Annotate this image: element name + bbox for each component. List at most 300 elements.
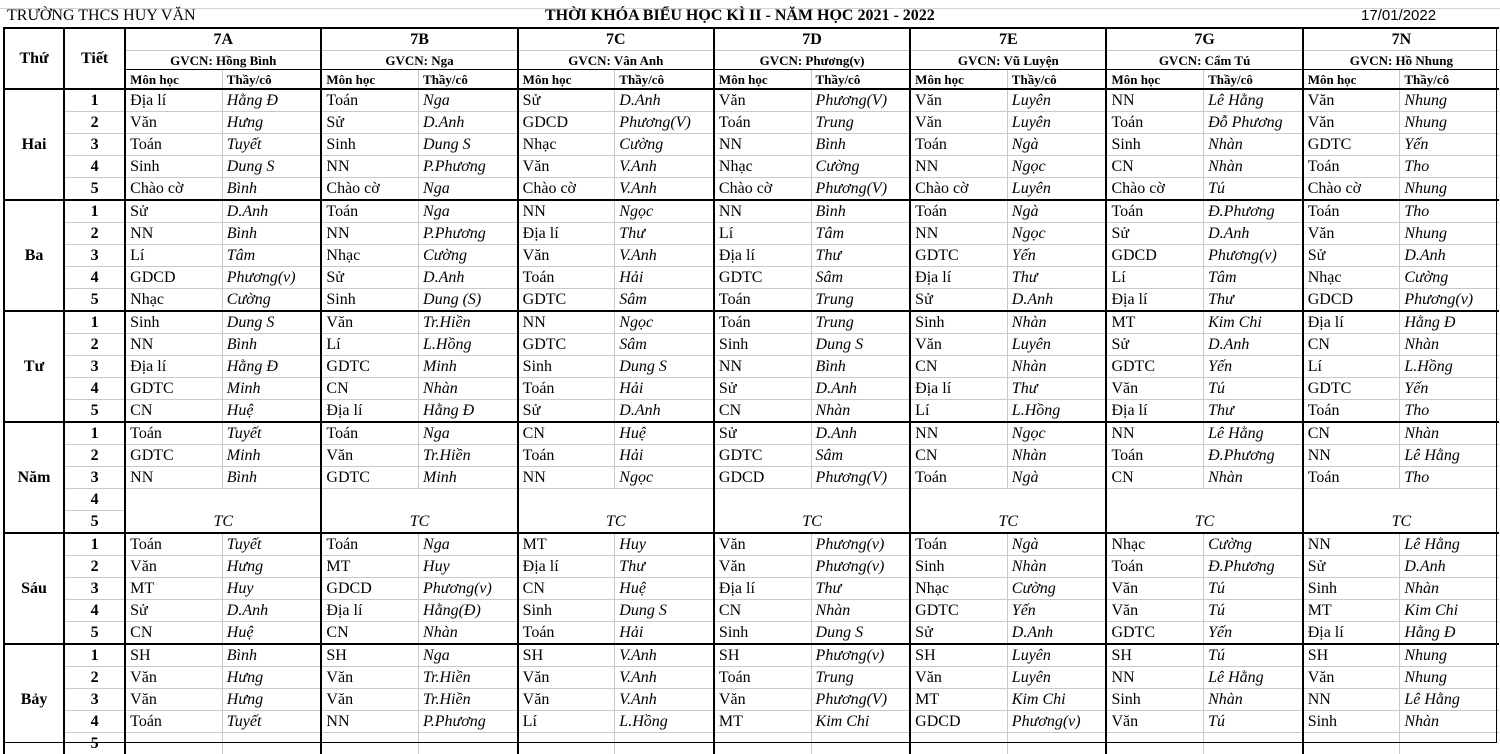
teacher-cell: Phương(V): [811, 467, 910, 489]
subject-cell: [518, 733, 615, 754]
subject-cell: Sử: [1106, 334, 1203, 356]
subject-cell: Văn: [518, 689, 615, 711]
subject-cell: Sử: [910, 289, 1007, 312]
teacher-cell: Phương(v): [811, 644, 910, 667]
teacher-cell: Dung S: [222, 156, 321, 178]
teacher-cell: Minh: [419, 356, 518, 378]
subject-cell: Sinh: [518, 600, 615, 622]
subject-cell: NN: [1303, 689, 1400, 711]
period-number: 2: [64, 667, 125, 689]
teacher-cell: Sâm: [615, 289, 714, 312]
subject-cell: Địa lí: [518, 556, 615, 578]
subject-cell: Địa lí: [518, 223, 615, 245]
teacher-cell: Nhàn: [1204, 689, 1303, 711]
teacher-cell: Trung: [811, 112, 910, 134]
subject-cell: [910, 733, 1007, 754]
teacher-cell: L.Hồng: [1007, 400, 1106, 423]
subject-header: Môn học: [321, 70, 418, 90]
subject-cell: Sinh: [910, 556, 1007, 578]
teacher-cell: Luyên: [1007, 644, 1106, 667]
subject-cell: Văn: [910, 112, 1007, 134]
teacher-cell: Hưng: [222, 112, 321, 134]
teacher-header: Thầy/cô: [615, 70, 714, 90]
teacher-cell: Hằng Đ: [222, 89, 321, 112]
subject-cell: Toán: [910, 533, 1007, 556]
class-homeroom-teacher: GVCN: Hồ Nhung: [1303, 51, 1499, 70]
subject-cell: Địa lí: [1303, 622, 1400, 645]
teacher-cell: Tuyết: [222, 422, 321, 445]
teacher-cell: Nhàn: [1400, 422, 1499, 445]
teacher-cell: Yến: [1204, 356, 1303, 378]
gvcn-row: [4, 51, 1499, 70]
subject-cell: NN: [125, 467, 222, 489]
subject-cell: Toán: [125, 533, 222, 556]
teacher-cell: Phương(V): [811, 689, 910, 711]
subject-header: Môn học: [1106, 70, 1203, 90]
subject-cell: Toán: [1303, 200, 1400, 223]
teacher-cell: Nhung: [1400, 89, 1499, 112]
subject-cell: NN: [1106, 89, 1203, 112]
subject-cell: [1106, 733, 1203, 754]
subject-cell: Lí: [714, 223, 811, 245]
teacher-cell: Huy: [222, 578, 321, 600]
period-row: [4, 578, 1499, 600]
subject-cell: Sử: [714, 378, 811, 400]
subject-cell: CN: [125, 622, 222, 645]
teacher-cell: Sâm: [615, 334, 714, 356]
teacher-header: Thầy/cô: [1400, 70, 1499, 90]
subject-cell: Toán: [321, 200, 418, 223]
subject-cell: SH: [321, 644, 418, 667]
teacher-cell: Đ.Phương: [1204, 200, 1303, 223]
subject-cell: CN: [518, 422, 615, 445]
teacher-cell: Lê Hằng: [1400, 445, 1499, 467]
period-number: 1: [64, 89, 125, 112]
teacher-cell: Minh: [222, 445, 321, 467]
teacher-cell: Cường: [1204, 533, 1303, 556]
period-number: 5: [64, 733, 125, 754]
period-row: [4, 422, 1499, 445]
subject-cell: Văn: [1106, 578, 1203, 600]
subject-cell: Sử: [125, 200, 222, 223]
period-number: 4: [64, 711, 125, 733]
subject-cell: Địa lí: [1106, 289, 1203, 312]
class-homeroom-teacher: GVCN: Vũ Luyện: [910, 51, 1106, 70]
subject-cell: NN: [321, 223, 418, 245]
teacher-cell: Cường: [811, 156, 910, 178]
subject-cell: GDTC: [1106, 622, 1203, 645]
subject-cell: MT: [321, 556, 418, 578]
subject-cell: Toán: [321, 89, 418, 112]
teacher-cell: Nhàn: [1204, 134, 1303, 156]
period-row: [4, 489, 1499, 511]
period-number: 4: [64, 156, 125, 178]
subject-cell: Văn: [714, 689, 811, 711]
subject-cell: Địa lí: [1303, 311, 1400, 334]
subject-cell: Chào cờ: [1303, 178, 1400, 201]
teacher-cell: Trung: [811, 289, 910, 312]
page-title: THỜI KHÓA BIỂU HỌC KÌ II - NĂM HỌC 2021 - 2022: [545, 6, 935, 26]
subject-cell: GDTC: [1106, 356, 1203, 378]
subject-cell: SH: [125, 644, 222, 667]
subject-cell: Toán: [714, 311, 811, 334]
teacher-cell: Ngà: [1007, 134, 1106, 156]
period-number: 1: [64, 644, 125, 667]
teacher-cell: Ngọc: [615, 467, 714, 489]
subject-cell: Lí: [321, 334, 418, 356]
subject-cell: Sử: [910, 622, 1007, 645]
period-row: [4, 644, 1499, 667]
class-homeroom-teacher: GVCN: Hồng Bình: [125, 51, 321, 70]
teacher-cell: Thư: [1007, 267, 1106, 289]
period-number: 5: [64, 178, 125, 201]
teacher-cell: Nhàn: [1007, 556, 1106, 578]
teacher-header: Thầy/cô: [222, 70, 321, 90]
period-row: [4, 689, 1499, 711]
teacher-cell: Phương(v): [1400, 289, 1499, 312]
teacher-cell: Luyên: [1007, 334, 1106, 356]
subject-cell: GDCD: [321, 578, 418, 600]
teacher-cell: Tú: [1204, 378, 1303, 400]
subject-cell: Văn: [518, 667, 615, 689]
teacher-cell: [1007, 733, 1106, 754]
teacher-cell: Kim Chi: [1204, 311, 1303, 334]
teacher-cell: Hằng Đ: [1400, 311, 1499, 334]
teacher-cell: L.Hồng: [615, 711, 714, 733]
teacher-cell: V.Anh: [615, 644, 714, 667]
subject-cell: GDTC: [1303, 378, 1400, 400]
subject-cell: Văn: [1303, 89, 1400, 112]
subject-cell: Văn: [1106, 711, 1203, 733]
subject-cell: GDCD: [125, 267, 222, 289]
teacher-cell: V.Anh: [615, 178, 714, 201]
subject-cell: Sinh: [321, 289, 418, 312]
subject-cell: Văn: [910, 334, 1007, 356]
period-row: [4, 267, 1499, 289]
subject-cell: Địa lí: [321, 600, 418, 622]
teacher-cell: Tho: [1400, 467, 1499, 489]
period-number: 2: [64, 556, 125, 578]
subject-cell: Toán: [125, 711, 222, 733]
subject-cell: NN: [518, 200, 615, 223]
teacher-cell: Tuyết: [222, 711, 321, 733]
teacher-cell: Phương(V): [811, 178, 910, 201]
teacher-cell: Bình: [222, 223, 321, 245]
subject-cell: NN: [910, 223, 1007, 245]
subject-cell: GDCD: [1106, 245, 1203, 267]
subject-cell: SH: [1106, 644, 1203, 667]
subject-cell: Sử: [1303, 245, 1400, 267]
subject-cell: CN: [1303, 422, 1400, 445]
teacher-cell: Đỗ Phương: [1204, 112, 1303, 134]
subject-cell: Nhạc: [910, 578, 1007, 600]
subject-cell: MT: [714, 711, 811, 733]
subject-cell: Toán: [321, 422, 418, 445]
teacher-cell: Luyên: [1007, 667, 1106, 689]
teacher-cell: Sâm: [811, 445, 910, 467]
subject-cell: SH: [518, 644, 615, 667]
teacher-header: Thầy/cô: [811, 70, 910, 90]
subject-cell: Toán: [910, 200, 1007, 223]
teacher-cell: Nhung: [1400, 644, 1499, 667]
subject-cell: MT: [910, 689, 1007, 711]
subject-cell: GDTC: [910, 600, 1007, 622]
subject-cell: GDTC: [125, 445, 222, 467]
subject-cell: GDTC: [910, 245, 1007, 267]
subject-cell: NN: [125, 334, 222, 356]
period-row: [4, 156, 1499, 178]
subject-cell: NN: [714, 200, 811, 223]
teacher-cell: Hưng: [222, 556, 321, 578]
subject-cell: Nhạc: [125, 289, 222, 312]
subject-cell: Toán: [714, 289, 811, 312]
subject-cell: GDTC: [1303, 134, 1400, 156]
teacher-cell: Hải: [615, 445, 714, 467]
subject-cell: NN: [1106, 667, 1203, 689]
period-number: 4: [64, 600, 125, 622]
subject-cell: GDCD: [1303, 289, 1400, 312]
teacher-cell: Luyên: [1007, 178, 1106, 201]
subject-cell: CN: [910, 445, 1007, 467]
subject-header: Môn học: [910, 70, 1007, 90]
timetable-grid: [3, 27, 1499, 754]
class-name: 7N: [1303, 28, 1499, 51]
subject-cell: Chào cờ: [125, 178, 222, 201]
teacher-cell: Nhàn: [1007, 356, 1106, 378]
teacher-cell: Trung: [811, 311, 910, 334]
class-name: 7B: [321, 28, 517, 51]
subject-cell: Địa lí: [714, 578, 811, 600]
subject-cell: Toán: [518, 267, 615, 289]
subject-cell: Toán: [518, 622, 615, 645]
teacher-cell: Phương(v): [1204, 245, 1303, 267]
subject-cell: NN: [714, 356, 811, 378]
teacher-cell: D.Anh: [1400, 245, 1499, 267]
subject-cell: Nhạc: [321, 245, 418, 267]
day-name: Ba: [4, 200, 64, 311]
subject-cell: Văn: [1303, 223, 1400, 245]
teacher-cell: D.Anh: [222, 600, 321, 622]
subject-cell: GDTC: [714, 445, 811, 467]
subject-cell: Văn: [910, 89, 1007, 112]
period-number: 3: [64, 467, 125, 489]
subject-cell: Nhạc: [1106, 533, 1203, 556]
subject-cell: NN: [1303, 533, 1400, 556]
tc-block: TC: [910, 489, 1106, 534]
period-number: 3: [64, 245, 125, 267]
subject-cell: Sử: [321, 267, 418, 289]
teacher-cell: Bình: [811, 356, 910, 378]
period-row: [4, 334, 1499, 356]
teacher-cell: Bình: [222, 334, 321, 356]
tc-block: TC: [1106, 489, 1302, 534]
period-row: [4, 667, 1499, 689]
subject-cell: Địa lí: [910, 378, 1007, 400]
subject-cell: Địa lí: [1106, 400, 1203, 423]
subject-cell: CN: [714, 400, 811, 423]
teacher-cell: Phương(v): [222, 267, 321, 289]
teacher-cell: P.Phương: [419, 156, 518, 178]
period-number: 2: [64, 445, 125, 467]
teacher-cell: Tú: [1204, 600, 1303, 622]
subject-cell: CN: [518, 578, 615, 600]
teacher-cell: Tr.Hiền: [419, 689, 518, 711]
period-row: [4, 733, 1499, 754]
subject-cell: NN: [518, 311, 615, 334]
subject-cell: GDTC: [518, 289, 615, 312]
teacher-cell: Tú: [1204, 644, 1303, 667]
subject-cell: Văn: [321, 689, 418, 711]
subject-cell: CN: [321, 622, 418, 645]
period-number: 1: [64, 422, 125, 445]
subject-cell: Văn: [910, 667, 1007, 689]
teacher-cell: Tâm: [222, 245, 321, 267]
period-number: 2: [64, 334, 125, 356]
subject-cell: Văn: [1303, 112, 1400, 134]
subject-header: Môn học: [1303, 70, 1400, 90]
subject-cell: Chào cờ: [518, 178, 615, 201]
teacher-header: Thầy/cô: [1204, 70, 1303, 90]
teacher-cell: Kim Chi: [811, 711, 910, 733]
teacher-cell: Nhàn: [419, 622, 518, 645]
teacher-cell: Dung S: [615, 356, 714, 378]
teacher-cell: Luyên: [1007, 112, 1106, 134]
class-name: 7D: [714, 28, 910, 51]
tc-block: TC: [1303, 489, 1499, 534]
teacher-cell: Huy: [419, 556, 518, 578]
subject-cell: Địa lí: [125, 89, 222, 112]
subject-cell: Văn: [714, 533, 811, 556]
period-row: [4, 467, 1499, 489]
period-row: [4, 311, 1499, 334]
subject-cell: Toán: [910, 467, 1007, 489]
teacher-cell: Nga: [419, 178, 518, 201]
tc-block: TC: [125, 489, 321, 534]
teacher-cell: Kim Chi: [1400, 600, 1499, 622]
teacher-cell: D.Anh: [419, 112, 518, 134]
teacher-cell: Đ.Phương: [1204, 445, 1303, 467]
teacher-cell: Cường: [615, 134, 714, 156]
subject-cell: NN: [910, 156, 1007, 178]
subject-cell: Sinh: [125, 311, 222, 334]
subject-cell: Toán: [1106, 112, 1203, 134]
teacher-cell: Ngà: [1007, 200, 1106, 223]
teacher-cell: Tú: [1204, 578, 1303, 600]
period-number: 1: [64, 311, 125, 334]
period-number: 5: [64, 400, 125, 423]
subject-cell: [321, 733, 418, 754]
day-name: Năm: [4, 422, 64, 533]
teacher-cell: Thư: [1204, 400, 1303, 423]
teacher-cell: V.Anh: [615, 245, 714, 267]
class-name: 7G: [1106, 28, 1302, 51]
class-header-row: [4, 28, 1499, 51]
period-row: [4, 245, 1499, 267]
teacher-cell: Nga: [419, 422, 518, 445]
subject-cell: NN: [518, 467, 615, 489]
subject-cell: NN: [321, 156, 418, 178]
subject-cell: SH: [1303, 644, 1400, 667]
class-name: 7A: [125, 28, 321, 51]
period-row: [4, 400, 1499, 423]
subject-cell: Toán: [125, 134, 222, 156]
subject-cell: Nhạc: [518, 134, 615, 156]
subject-cell: GDTC: [321, 356, 418, 378]
teacher-cell: Lê Hằng: [1204, 89, 1303, 112]
subject-cell: [714, 733, 811, 754]
teacher-cell: Tr.Hiền: [419, 667, 518, 689]
teacher-cell: D.Anh: [1400, 556, 1499, 578]
subheader-row: [4, 70, 1499, 90]
teacher-cell: Nhàn: [1400, 334, 1499, 356]
subject-cell: Toán: [1303, 400, 1400, 423]
teacher-cell: Tâm: [811, 223, 910, 245]
subject-cell: Lí: [518, 711, 615, 733]
teacher-cell: Phương(v): [811, 556, 910, 578]
subject-cell: CN: [125, 400, 222, 423]
teacher-cell: [1400, 733, 1499, 754]
subject-cell: Văn: [125, 689, 222, 711]
teacher-cell: Nhung: [1400, 178, 1499, 201]
subject-cell: Văn: [714, 89, 811, 112]
subject-cell: Lí: [125, 245, 222, 267]
teacher-cell: Tâm: [1204, 267, 1303, 289]
teacher-cell: Ngọc: [1007, 223, 1106, 245]
subject-cell: [1303, 733, 1400, 754]
subject-header: Môn học: [125, 70, 222, 90]
teacher-cell: Phương(v): [419, 578, 518, 600]
teacher-cell: Phương(v): [1007, 711, 1106, 733]
subject-cell: Toán: [1303, 467, 1400, 489]
period-number: 3: [64, 356, 125, 378]
teacher-cell: Tú: [1204, 711, 1303, 733]
subject-cell: Toán: [1303, 156, 1400, 178]
teacher-cell: D.Anh: [1007, 622, 1106, 645]
teacher-cell: Yến: [1007, 600, 1106, 622]
teacher-cell: Tho: [1400, 200, 1499, 223]
subject-cell: Toán: [518, 378, 615, 400]
teacher-cell: D.Anh: [811, 378, 910, 400]
teacher-cell: Huệ: [222, 400, 321, 423]
subject-cell: GDTC: [714, 267, 811, 289]
subject-cell: Sinh: [518, 356, 615, 378]
teacher-cell: Cường: [1007, 578, 1106, 600]
day-name: Hai: [4, 89, 64, 200]
period-number: 4: [64, 489, 125, 511]
subject-cell: Văn: [518, 156, 615, 178]
subject-cell: Sử: [1106, 223, 1203, 245]
subject-cell: Toán: [518, 445, 615, 467]
tc-block: TC: [321, 489, 517, 534]
period-row: [4, 134, 1499, 156]
subject-cell: GDCD: [910, 711, 1007, 733]
teacher-cell: D.Anh: [1204, 334, 1303, 356]
period-number: 5: [64, 511, 125, 534]
teacher-header: Thầy/cô: [419, 70, 518, 90]
teacher-cell: Hưng: [222, 667, 321, 689]
teacher-cell: Phương(V): [615, 112, 714, 134]
school-name: TRƯỜNG THCS HUY VĂN: [7, 6, 196, 26]
teacher-cell: [615, 733, 714, 754]
teacher-cell: Thư: [1204, 289, 1303, 312]
subject-cell: Toán: [714, 667, 811, 689]
teacher-cell: D.Anh: [615, 400, 714, 423]
teacher-cell: Nga: [419, 200, 518, 223]
teacher-cell: Dung S: [811, 622, 910, 645]
period-row: [4, 622, 1499, 645]
teacher-cell: Tho: [1400, 400, 1499, 423]
teacher-cell: Dung (S): [419, 289, 518, 312]
